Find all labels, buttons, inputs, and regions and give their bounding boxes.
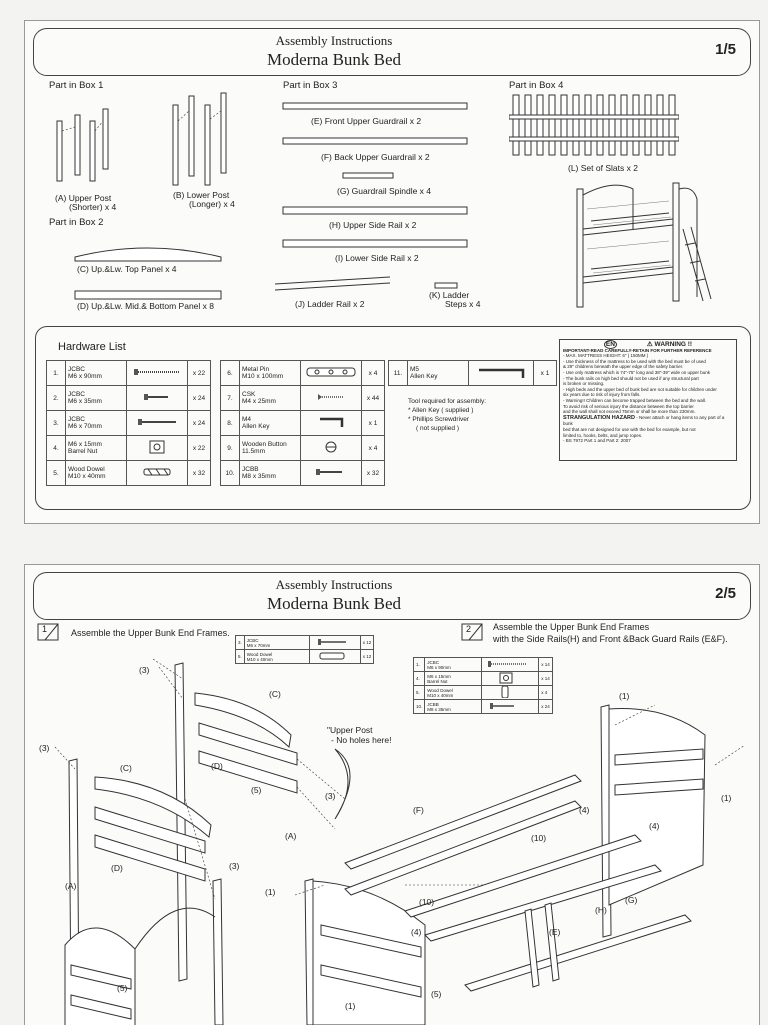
item-name: M4 <box>242 416 252 423</box>
part-f-label: (F) Back Upper Guardrail x 2 <box>321 152 430 162</box>
warning-line: - The bunk rails on high bed should not be used if any structural part <box>563 375 699 381</box>
slats-illustration <box>509 93 679 161</box>
callout-label: (5) <box>431 989 442 999</box>
item-desc <box>240 411 301 436</box>
part-k-sub: Steps x 4 <box>445 299 481 309</box>
bolt-icon <box>301 461 362 486</box>
item-qty: x 24 <box>539 700 553 714</box>
item-name: M6 x 15mm <box>427 673 451 679</box>
table-row <box>236 636 374 650</box>
item-size: Barrel Nut <box>68 448 98 455</box>
item-size: M6 x 70mm <box>68 423 102 430</box>
item-no: 5. <box>47 461 66 486</box>
bolt-icon <box>127 361 188 386</box>
posts-illustration <box>45 91 245 201</box>
callout-label: (D) <box>211 761 223 771</box>
table-row <box>47 386 211 411</box>
part-j-label: (J) Ladder Rail x 2 <box>295 299 365 309</box>
item-no: 5. <box>414 686 425 700</box>
item-size: M8 x 35mm <box>427 706 451 712</box>
warning-line: To avoid risk of serious injury the distance between the top barrier <box>563 403 694 409</box>
item-desc <box>66 361 127 386</box>
callout-label: (4) <box>579 805 590 815</box>
item-desc <box>66 461 127 486</box>
warning-subtitle: IMPORTANT-READ CAREFULLY-RETAIN FOR FURTHER REFERENCE <box>563 347 712 353</box>
hardware-table-2 <box>220 360 385 486</box>
item-no: 6. <box>221 361 240 386</box>
item-size: 11.5mm <box>242 448 265 455</box>
allen-key-icon <box>301 411 362 436</box>
table-row <box>389 361 557 386</box>
warning-line: bed that are not designed for use with the bed for example, but not <box>563 426 696 432</box>
box4-title: Part in Box 4 <box>509 80 564 91</box>
callout-label: (5) <box>251 785 262 795</box>
callout-label: (1) <box>265 887 276 897</box>
item-size: M4 x 25mm <box>242 398 276 405</box>
item-size: M10 x 40mm <box>68 473 106 480</box>
item-size: M10 x 100mm <box>242 373 284 380</box>
item-no: 5. <box>236 650 245 664</box>
table-row <box>47 461 211 486</box>
tools-required <box>408 397 486 433</box>
step-2-text <box>493 621 728 645</box>
item-no: 10. <box>414 700 425 714</box>
warning-line: limited to, hooks, belts, and jump ropes. <box>563 432 643 438</box>
callout-label: (4) <box>649 821 660 831</box>
item-qty: x 12 <box>360 636 374 650</box>
hardware-list-panel <box>35 326 751 510</box>
part-h-label: (H) Upper Side Rail x 2 <box>329 220 417 230</box>
warning-title: WARNING !! <box>654 341 693 348</box>
table-row <box>414 658 553 672</box>
item-size: Barrel Nut <box>427 678 448 684</box>
item-qty: x 24 <box>188 386 211 411</box>
item-size: M8 x 35mm <box>242 473 276 480</box>
item-name: JCBC <box>68 416 85 423</box>
item-desc <box>240 461 301 486</box>
item-name: Wood Dowel <box>246 651 273 657</box>
item-qty: x 14 <box>539 658 553 672</box>
item-qty: x 4 <box>539 686 553 700</box>
item-name: JCBC <box>68 391 85 398</box>
item-no: 4. <box>414 672 425 686</box>
callout-label: (1) <box>345 1001 356 1011</box>
item-qty: x 14 <box>539 672 553 686</box>
item-no: 10. <box>221 461 240 486</box>
item-name: CSK <box>242 391 256 398</box>
warning-line: - Use thickness of the mattress to be used with the bed must be of used <box>563 358 706 364</box>
hardware-table-1 <box>46 360 211 486</box>
part-k-label: (K) Ladder <box>429 290 470 300</box>
callout-label: (H) <box>595 905 607 915</box>
callout-label: (10) <box>419 897 435 907</box>
table-row <box>47 436 211 461</box>
callout-label: (D) <box>111 863 123 873</box>
item-qty: x 44 <box>362 386 385 411</box>
callout-label: (1) <box>619 691 630 701</box>
table-row <box>221 386 385 411</box>
warning-line: & 29" childrens beneath the upper edge of the safety barrier. <box>563 364 684 370</box>
part-e-label: (E) Front Upper Guardrail x 2 <box>311 116 422 126</box>
part-b-sub: (Longer) x 4 <box>189 199 235 209</box>
header-subtitle: Assembly Instructions <box>275 577 393 592</box>
table-row <box>221 461 385 486</box>
callout-label: (A) <box>65 881 77 891</box>
box1-title: Part in Box 1 <box>49 80 104 91</box>
item-qty: x 32 <box>362 461 385 486</box>
item-qty: x 22 <box>188 436 211 461</box>
step-1-number: 1 <box>42 624 48 634</box>
page-number: 1/5 <box>715 41 736 58</box>
upper-post-note: - No holes here! <box>331 735 392 745</box>
screw-icon <box>301 386 362 411</box>
header-subtitle: Assembly Instructions <box>275 33 393 48</box>
item-qty: x 4 <box>362 361 385 386</box>
upper-post-note: "Upper Post <box>327 725 373 735</box>
table-row <box>221 361 385 386</box>
item-name: JCBC <box>246 637 259 643</box>
callout-label: (C) <box>120 763 132 773</box>
item-size: Allen Key <box>242 423 270 430</box>
item-no: 3. <box>236 636 245 650</box>
part-d-label: (D) Up.&Lw. Mid.& Bottom Panel x 8 <box>77 301 214 311</box>
language-badge: EN <box>605 341 615 348</box>
callout-label: (F) <box>413 805 424 815</box>
step-1-text: Assemble the Upper Bunk End Frames. <box>71 628 230 638</box>
table-row <box>221 411 385 436</box>
callout-label: (3) <box>229 861 240 871</box>
page-header <box>33 28 751 76</box>
part-l-label: (L) Set of Slats x 2 <box>568 163 638 173</box>
item-desc <box>240 436 301 461</box>
item-qty: x 12 <box>360 650 374 664</box>
item-qty: x 1 <box>362 411 385 436</box>
item-size: Allen Key <box>410 373 438 380</box>
item-no: 1. <box>47 361 66 386</box>
item-name: JCBB <box>427 701 439 707</box>
part-g-label: (G) Guardrail Spindle x 4 <box>337 186 432 196</box>
tools-title: Tool required for assembly: <box>408 398 487 405</box>
callout-label: (A) <box>285 831 297 841</box>
bolt-icon <box>482 658 539 672</box>
warning-line: - High beds and the upper bed of bunk bed are not suitable for children under <box>563 386 717 392</box>
callout-label: (G) <box>625 895 638 905</box>
item-desc <box>244 636 309 650</box>
item-desc <box>240 386 301 411</box>
callout-label: (10) <box>531 833 547 843</box>
part-a-sub: (Shorter) x 4 <box>69 202 117 212</box>
part-b-label: (B) Lower Post <box>173 190 230 200</box>
callout-label: (5) <box>117 983 128 993</box>
bolt-icon <box>127 411 188 436</box>
item-qty: x 1 <box>534 361 557 386</box>
item-no: 1. <box>414 658 425 672</box>
item-qty: x 32 <box>188 461 211 486</box>
item-desc <box>408 361 469 386</box>
table-row <box>221 436 385 461</box>
instruction-page-2 <box>24 564 760 1025</box>
item-no: 8. <box>221 411 240 436</box>
item-name: M6 x 15mm <box>68 441 102 448</box>
item-name: M5 <box>410 366 420 373</box>
box3-title: Part in Box 3 <box>283 80 338 91</box>
item-no: 2. <box>47 386 66 411</box>
item-no: 9. <box>221 436 240 461</box>
warning-line: six years due to risk of injury from falls. <box>563 392 641 398</box>
item-no: 11. <box>389 361 408 386</box>
warning-line: - Never attach or hang items to any part of a bunk <box>563 414 725 427</box>
barrel-nut-icon <box>127 436 188 461</box>
item-desc <box>66 386 127 411</box>
item-size: M10 x 40mm <box>427 692 454 698</box>
step-2-number: 2 <box>466 624 472 634</box>
hardware-list-title: Hardware List <box>58 341 126 353</box>
item-size: M6 x 90mm <box>427 664 451 670</box>
item-qty: x 24 <box>188 411 211 436</box>
item-desc <box>425 658 482 672</box>
step-2-line: Assemble the Upper Bunk End Frames <box>493 622 650 632</box>
barrel-nut-icon <box>482 672 539 686</box>
item-no: 4. <box>47 436 66 461</box>
callout-label: (3) <box>139 665 150 675</box>
bolt-icon <box>309 636 360 650</box>
callout-label: (4) <box>411 927 422 937</box>
callout-label: (C) <box>269 689 281 699</box>
table-row <box>47 411 211 436</box>
page-number: 2/5 <box>715 585 736 602</box>
item-size: M6 x 35mm <box>68 398 102 405</box>
page-header <box>33 572 751 620</box>
item-desc <box>240 361 301 386</box>
item-name: Wood Dowel <box>68 466 105 473</box>
warning-line: - Warning!! Children can become trapped between the bed and the wall. <box>563 397 707 403</box>
item-name: JCBC <box>427 659 440 665</box>
item-desc <box>66 436 127 461</box>
warning-line: - Use only mattress which is 74"-75" long and 38"-39" wide on upper bunk <box>563 369 710 375</box>
tool-item: ( not supplied ) <box>416 425 459 432</box>
tool-item: * Allen Key ( supplied ) <box>408 407 474 414</box>
table-row <box>47 361 211 386</box>
bunk-bed-illustration <box>573 169 713 309</box>
callout-label: (1) <box>721 793 732 803</box>
table-row <box>414 672 553 686</box>
allen-key-icon <box>469 361 534 386</box>
item-name: Metal Pin <box>242 366 270 373</box>
wooden-button-icon <box>301 436 362 461</box>
part-i-label: (I) Lower Side Rail x 2 <box>335 253 419 263</box>
warning-line: - MAX. MATTRESS HEIGHT: 6" ( 150MM ) <box>563 353 649 359</box>
item-name: Wood Dowel <box>427 687 453 693</box>
header-title: Moderna Bunk Bed <box>266 594 402 613</box>
item-size: M6 x 70mm <box>246 642 271 648</box>
metal-pin-icon <box>301 361 362 386</box>
tool-item: * Phillips Screwdriver <box>408 416 470 423</box>
warning-line: is broken or missing. <box>563 381 605 387</box>
callout-label: (E) <box>549 927 561 937</box>
box2-title: Part in Box 2 <box>49 217 104 228</box>
part-c-label: (C) Up.&Lw. Top Panel x 4 <box>77 264 177 274</box>
warning-box <box>559 339 737 461</box>
item-name: Wooden Button <box>242 441 287 448</box>
warning-icon: ⚠ <box>646 341 653 348</box>
strangulation-hazard: STRANGULATION HAZARD <box>563 414 636 421</box>
callout-label: (3) <box>39 743 50 753</box>
warning-line: - BS 7972 Part 1 and Part 2: 2007 <box>563 438 631 444</box>
item-name: JCBC <box>68 366 85 373</box>
side-rail-assembly-diagram <box>285 685 755 1025</box>
hardware-table-3 <box>388 360 557 386</box>
item-size: M10 x 40mm <box>246 656 273 662</box>
dowel-icon <box>127 461 188 486</box>
part-a-label: (A) Upper Post <box>55 193 112 203</box>
instruction-page-1 <box>24 20 760 524</box>
callout-label: (3) <box>325 791 336 801</box>
item-desc <box>66 411 127 436</box>
item-name: JCBB <box>242 466 259 473</box>
item-qty: x 4 <box>362 436 385 461</box>
item-desc <box>425 672 482 686</box>
bolt-icon <box>127 386 188 411</box>
item-no: 7. <box>221 386 240 411</box>
warning-line: and the wall shall not exceed 75mm or shall be more than 230mm. <box>563 409 696 415</box>
item-size: M6 x 90mm <box>68 373 102 380</box>
header-title: Moderna Bunk Bed <box>266 50 402 69</box>
item-no: 3. <box>47 411 66 436</box>
item-qty: x 22 <box>188 361 211 386</box>
step-2-line: with the Side Rails(H) and Front &Back Guard Rails (E&F). <box>493 634 728 644</box>
